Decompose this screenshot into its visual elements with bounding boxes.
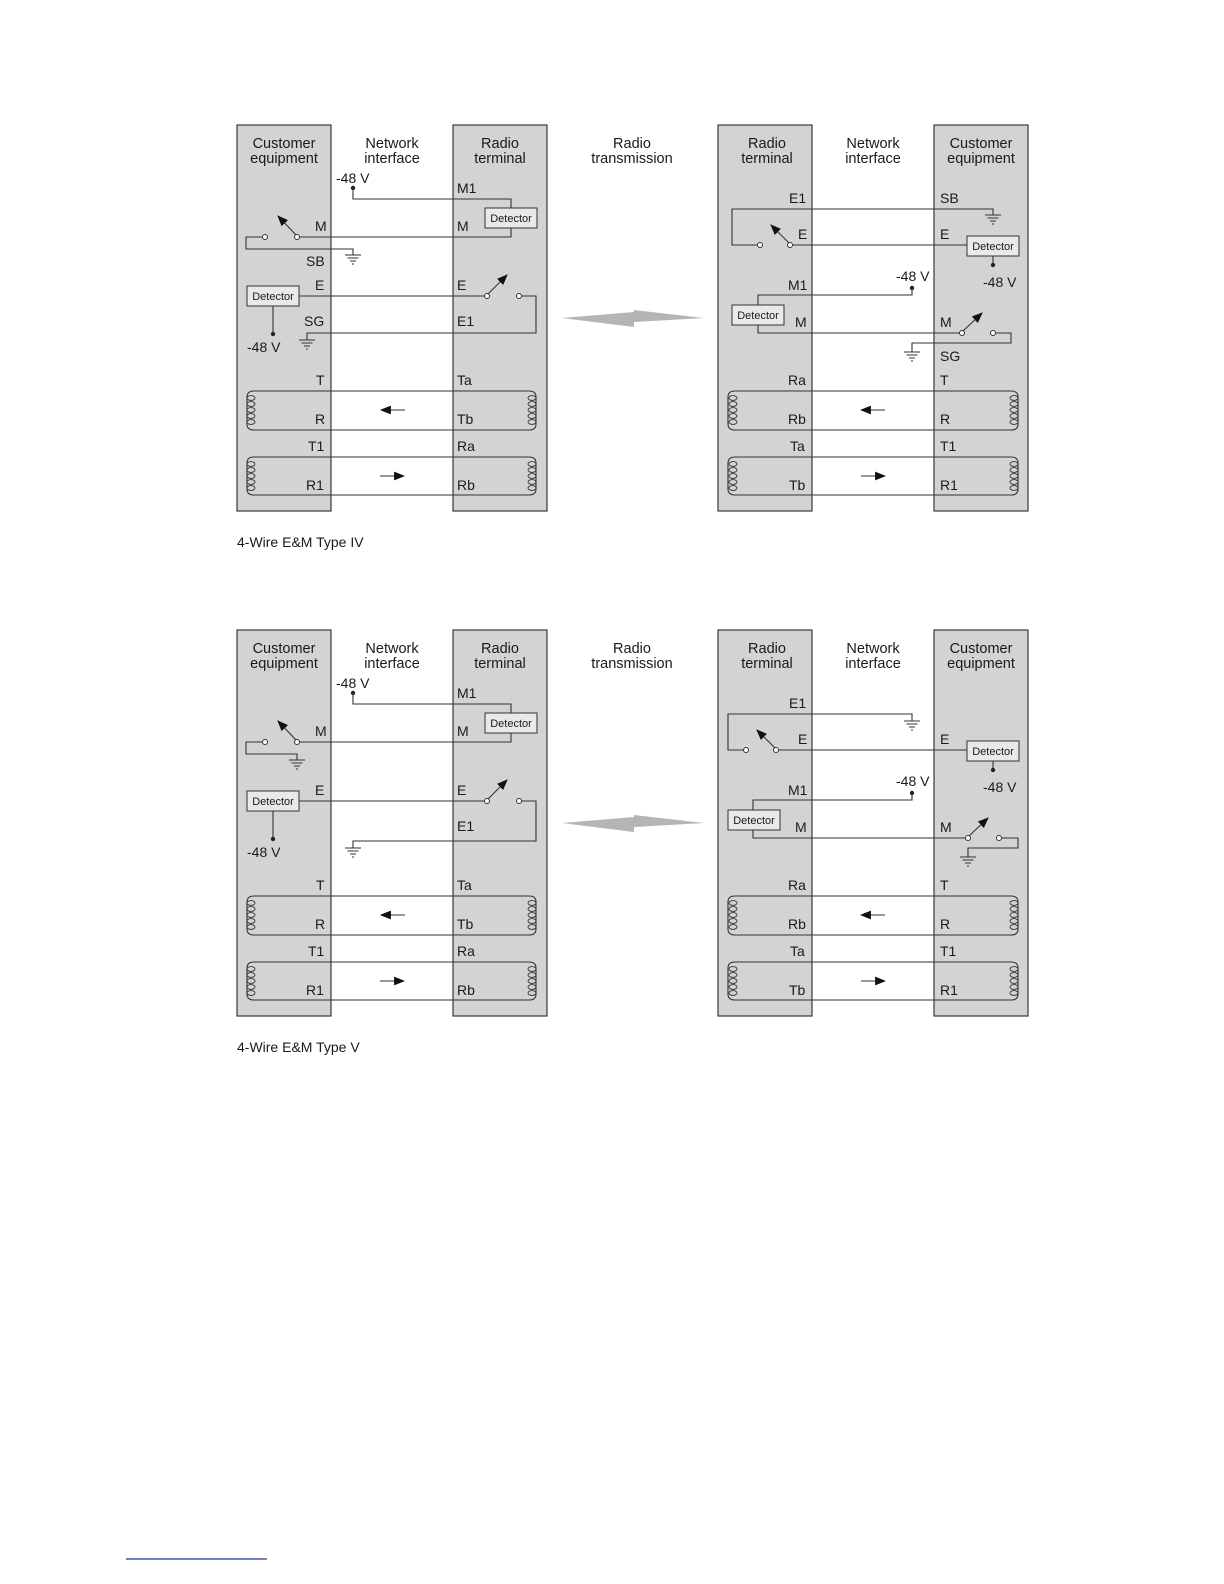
detector-label: Detector — [972, 241, 1014, 253]
terminal-label: M — [457, 723, 469, 739]
terminal-label: R1 — [940, 477, 958, 493]
detector-label: Detector — [252, 796, 294, 808]
hdr-radio-transmission: transmission — [591, 151, 673, 167]
terminal-label: T — [940, 877, 949, 893]
terminal-label: E1 — [789, 695, 807, 711]
radio-transmission-bolt — [562, 312, 634, 327]
terminal-label: E — [315, 782, 325, 798]
hdr-network: Network — [365, 136, 419, 152]
terminal-label: R1 — [306, 477, 324, 493]
terminal-label: E — [457, 277, 467, 293]
voltage-label: -48 V — [983, 274, 1017, 290]
terminal-label: T1 — [940, 438, 957, 454]
hdr-radio-terminal: Radio — [748, 136, 786, 152]
diagram-type-iv — [237, 125, 1028, 550]
terminal-label: E — [315, 277, 325, 293]
hdr-network: Network — [846, 641, 900, 657]
terminal-label: M1 — [457, 180, 477, 196]
terminal-label: Tb — [457, 411, 474, 427]
terminal-label: Tb — [789, 982, 806, 998]
terminal-label: R — [940, 916, 951, 932]
radio-transmission-bolt — [634, 815, 704, 827]
hdr-customer: equipment — [947, 656, 1015, 672]
hdr-customer: Customer — [949, 641, 1013, 657]
detector-label: Detector — [490, 718, 532, 730]
terminal-label: M — [795, 819, 807, 835]
hdr-radio-terminal: terminal — [474, 151, 526, 167]
terminal-label: R — [940, 411, 951, 427]
terminal-label: M1 — [788, 782, 808, 798]
terminal-label: Ra — [788, 372, 806, 388]
hdr-network: Network — [365, 641, 419, 657]
terminal-label: Ra — [457, 438, 475, 454]
hdr-customer: equipment — [250, 151, 318, 167]
terminal-label: SG — [940, 348, 961, 364]
terminal-label: M — [940, 314, 952, 330]
terminal-label: T — [940, 372, 949, 388]
terminal-label: E1 — [789, 190, 807, 206]
terminal-label: Tb — [457, 916, 474, 932]
terminal-label: M — [315, 218, 327, 234]
radio-transmission-bolt — [634, 310, 704, 322]
terminal-label: Ra — [788, 877, 806, 893]
detector-label: Detector — [252, 291, 294, 303]
caption-type-iv: 4-Wire E&M Type IV — [237, 534, 364, 550]
hdr-radio-terminal: terminal — [474, 656, 526, 672]
terminal-label: M — [457, 218, 469, 234]
hdr-radio-terminal: terminal — [741, 656, 793, 672]
hdr-radio-transmission: Radio — [613, 641, 651, 657]
terminal-label: E — [798, 731, 808, 747]
terminal-label: T1 — [308, 943, 325, 959]
terminal-label: T1 — [308, 438, 325, 454]
hdr-customer: Customer — [949, 136, 1013, 152]
terminal-label: E1 — [457, 818, 475, 834]
terminal-label: Ta — [790, 943, 805, 959]
terminal-label: E — [457, 782, 467, 798]
terminal-label: M — [795, 314, 807, 330]
terminal-label: M — [315, 723, 327, 739]
terminal-label: Tb — [789, 477, 806, 493]
voltage-label: -48 V — [247, 844, 281, 860]
detector-label: Detector — [737, 310, 779, 322]
hdr-radio-terminal: terminal — [741, 151, 793, 167]
hdr-radio-transmission: Radio — [613, 136, 651, 152]
voltage-label: -48 V — [336, 675, 370, 691]
terminal-label: R1 — [306, 982, 324, 998]
detector-label: Detector — [490, 213, 532, 225]
terminal-label: SG — [304, 313, 325, 329]
terminal-label: Ta — [457, 372, 472, 388]
terminal-label: M — [940, 819, 952, 835]
hdr-network: interface — [364, 151, 420, 167]
terminal-label: Rb — [788, 411, 806, 427]
terminal-label: Ta — [790, 438, 805, 454]
hdr-customer: equipment — [250, 656, 318, 672]
hdr-customer: equipment — [947, 151, 1015, 167]
terminal-label: Rb — [457, 982, 475, 998]
detector-label: Detector — [733, 815, 775, 827]
hdr-network: interface — [845, 151, 901, 167]
hdr-customer: Customer — [252, 641, 316, 657]
terminal-label: E — [798, 226, 808, 242]
hdr-customer: Customer — [252, 136, 316, 152]
diagram-type-v — [237, 630, 1028, 1055]
terminal-label: E — [940, 226, 950, 242]
voltage-label: -48 V — [247, 339, 281, 355]
terminal-label: SB — [940, 190, 959, 206]
radio-transmission-bolt — [562, 817, 634, 832]
terminal-label: E1 — [457, 313, 475, 329]
terminal-label: Ta — [457, 877, 472, 893]
voltage-label: -48 V — [336, 170, 370, 186]
terminal-label: T1 — [940, 943, 957, 959]
terminal-label: Ra — [457, 943, 475, 959]
hdr-radio-terminal: Radio — [481, 136, 519, 152]
terminal-label: M1 — [788, 277, 808, 293]
terminal-label: SB — [306, 253, 325, 269]
terminal-label: M1 — [457, 685, 477, 701]
hdr-radio-transmission: transmission — [591, 656, 673, 672]
detector-label: Detector — [972, 746, 1014, 758]
terminal-label: R1 — [940, 982, 958, 998]
voltage-label: -48 V — [896, 268, 930, 284]
caption-type-v: 4-Wire E&M Type V — [237, 1039, 360, 1055]
hdr-network: Network — [846, 136, 900, 152]
terminal-label: T — [316, 877, 325, 893]
hdr-network: interface — [845, 656, 901, 672]
terminal-label: R — [315, 411, 326, 427]
terminal-label: Rb — [788, 916, 806, 932]
hdr-network: interface — [364, 656, 420, 672]
terminal-label: T — [316, 372, 325, 388]
voltage-label: -48 V — [896, 773, 930, 789]
terminal-label: E — [940, 731, 950, 747]
terminal-label: Rb — [457, 477, 475, 493]
voltage-label: -48 V — [983, 779, 1017, 795]
hdr-radio-terminal: Radio — [748, 641, 786, 657]
terminal-label: R — [315, 916, 326, 932]
hdr-radio-terminal: Radio — [481, 641, 519, 657]
